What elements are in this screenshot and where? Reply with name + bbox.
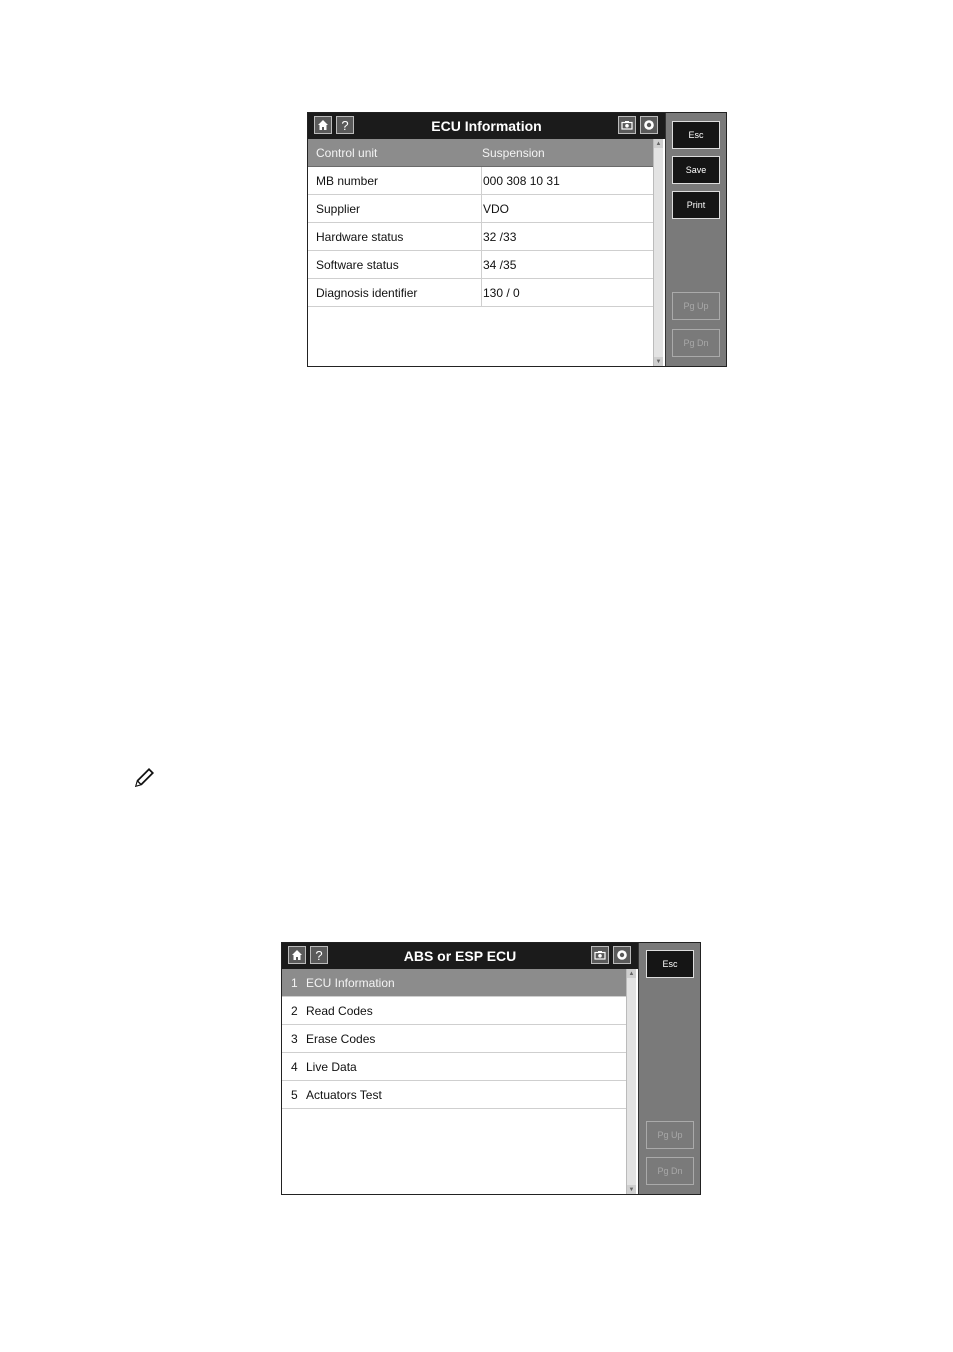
gear-icon[interactable]	[640, 116, 658, 134]
scroll-down-arrow-icon[interactable]: ▼	[655, 358, 662, 365]
list-item[interactable]	[282, 1053, 628, 1081]
screen-title: ABS or ESP ECU	[403, 948, 517, 964]
item-label: Read Codes	[306, 1003, 373, 1018]
header-suspension: Suspension	[482, 145, 545, 160]
row-label: Hardware status	[316, 229, 404, 244]
page-up-button[interactable]: Pg Up	[672, 292, 720, 320]
scroll-up-arrow-icon[interactable]: ▲	[628, 970, 635, 977]
abs-esp-ecu-screen	[281, 942, 701, 1195]
esc-button[interactable]: Esc	[646, 950, 694, 978]
header-control-unit: Control unit	[316, 145, 378, 160]
help-icon[interactable]: ?	[310, 946, 328, 964]
scrollbar[interactable]	[626, 969, 636, 1194]
list-item[interactable]	[282, 1081, 628, 1109]
camera-icon[interactable]	[591, 946, 609, 964]
item-label: Live Data	[306, 1059, 357, 1074]
item-number: 5	[291, 1087, 298, 1102]
row-label: Supplier	[316, 201, 361, 216]
row-value: 34 /35	[481, 251, 516, 278]
table-row[interactable]	[308, 251, 655, 279]
row-value: 000 308 10 31	[481, 167, 560, 194]
save-button[interactable]: Save	[672, 156, 720, 184]
item-label: ECU Information	[306, 975, 395, 990]
home-icon[interactable]	[314, 116, 332, 134]
table-row[interactable]	[308, 223, 655, 251]
pencil-note-icon	[132, 764, 158, 790]
title-bar	[282, 943, 638, 969]
list-item[interactable]	[282, 997, 628, 1025]
side-button-panel	[665, 113, 726, 366]
row-value: 32 /33	[481, 223, 516, 250]
scrollbar[interactable]	[653, 139, 663, 366]
row-label: Software status	[316, 257, 399, 272]
side-button-panel	[638, 943, 700, 1194]
row-label: Diagnosis identifier	[316, 285, 418, 300]
page-down-button[interactable]: Pg Dn	[646, 1157, 694, 1185]
item-label: Actuators Test	[306, 1087, 382, 1102]
list-item[interactable]	[282, 969, 628, 997]
ecu-info-table	[308, 139, 655, 366]
row-value: 130 / 0	[481, 279, 520, 306]
camera-icon[interactable]	[618, 116, 636, 134]
esc-button[interactable]: Esc	[672, 121, 720, 149]
list-item[interactable]	[282, 1025, 628, 1053]
table-row[interactable]	[308, 195, 655, 223]
table-row[interactable]	[308, 167, 655, 195]
page-down-button[interactable]: Pg Dn	[672, 329, 720, 357]
scroll-up-arrow-icon[interactable]: ▲	[655, 140, 662, 147]
item-label: Erase Codes	[306, 1031, 376, 1046]
item-number: 3	[291, 1031, 298, 1046]
menu-list	[282, 969, 628, 1194]
home-icon[interactable]	[288, 946, 306, 964]
scroll-down-arrow-icon[interactable]: ▼	[628, 1186, 635, 1193]
row-label: MB number	[316, 173, 379, 188]
ecu-information-screen	[307, 112, 727, 367]
item-number: 1	[291, 975, 298, 990]
title-bar	[308, 113, 665, 139]
item-number: 2	[291, 1003, 298, 1018]
print-button[interactable]: Print	[672, 191, 720, 219]
row-value: VDO	[481, 195, 509, 222]
gear-icon[interactable]	[613, 946, 631, 964]
table-header	[308, 139, 655, 167]
page-up-button[interactable]: Pg Up	[646, 1121, 694, 1149]
screen-title: ECU Information	[431, 118, 542, 134]
table-row[interactable]	[308, 279, 655, 307]
help-icon[interactable]: ?	[336, 116, 354, 134]
item-number: 4	[291, 1059, 298, 1074]
